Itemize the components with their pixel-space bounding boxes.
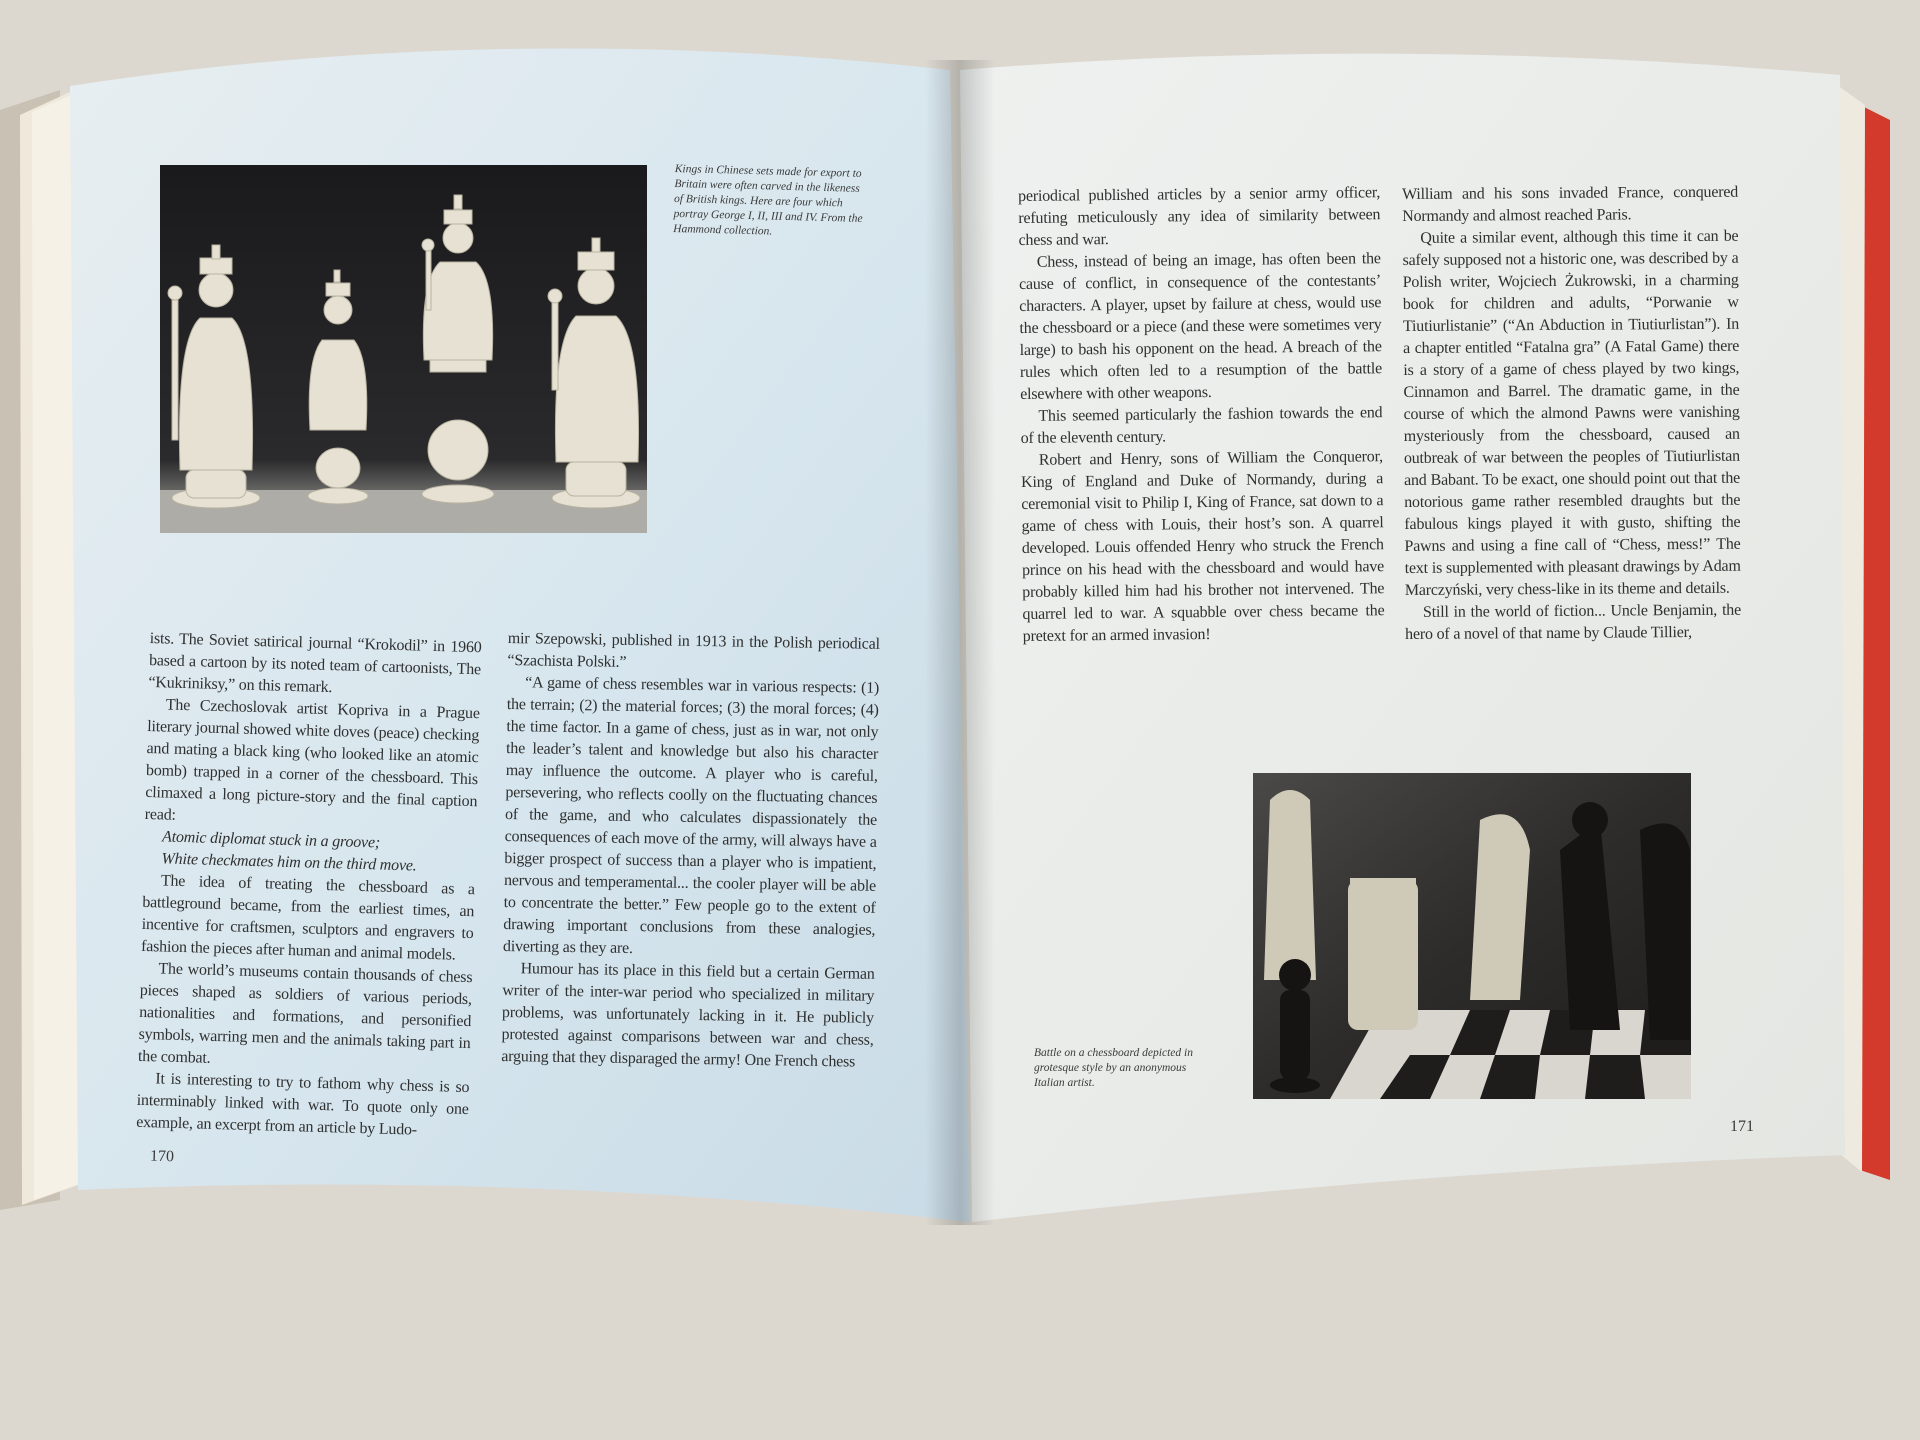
paragraph: This seemed particularly the fashion towards the end of the eleventh century.: [1020, 404, 1383, 447]
paragraph: The world’s museums contain thousands of chess pieces shaped as soldiers of various periods, nationalities and formations, and personified symbols, warring men and the animals taking part in the combat.: [137, 960, 473, 1067]
right-page-number: 171: [1730, 1118, 1754, 1135]
left-page-number: 170: [149, 1147, 175, 1166]
kings-photo-caption: Kings in Chinese sets made for export to Britain were often carved in the likeness of British kings. Here are four which portray George I, II, III and IV. From the Hammond collection.: [673, 162, 863, 238]
paragraph: The idea of treating the chessboard as a battleground became, from the earliest times, an incentive for craftsmen, sculptors and engravers to fashion the pieces after human and animal models.: [140, 872, 476, 964]
paragraph: Robert and Henry, sons of William the Conqueror, King of England and Duke of Normandy, during a ceremonial visit to Philip I, King of France, sat down to a game of chess with Louis, their host’s son. A quarrel developed. Louis offended Henry who struck the French prince on his head with the chessboard and would have probably killed him had his brother not intervened. The quarrel led to war. A squabble over chess became the pretext for an armed invasion!: [1021, 448, 1385, 645]
paragraph: Chess, instead of being an image, has often been the cause of conflict, in consequence of the contestants’ characters. A player, upset by failure at chess, would use the chessboard or a piece (and these were sometimes very large) to bash his opponent on the head. A breach of the rules which often led to a resumption of the battle elsewhere with other weapons.: [1018, 250, 1383, 403]
paragraph: mir Szepowski, published in 1913 in the Polish periodical “Szachista Polski.”: [507, 629, 880, 671]
battle-photo-caption: Battle on a chessboard depicted in grotesque style by an anonymous Italian artist.: [1034, 1047, 1193, 1089]
paragraph: periodical published articles by a senior army officer, refuting meticulously any idea of similarity between chess and war.: [1018, 184, 1381, 249]
chess-battle-photo: [1253, 773, 1691, 1099]
right-page-column-1: [1018, 182, 1385, 648]
paragraph: The Czechoslovak artist Kopriva in a Prague literary journal showed white doves (peace) checking and mating a black king (who looked like an atomic bomb) trapped in a corner of the chessboard. This climaxed a long picture-story and the final caption read:: [144, 696, 480, 824]
paragraph: Humour has its place in this field but a certain German writer of the inter-war period who specialized in military problems, was unfortunately lacking in it. He publicly protested against comparisons between war and chess, arguing that they disparaged the army! One French chess: [501, 960, 875, 1071]
italic-caption-line: Atomic diplomat stuck in a groove;: [161, 828, 381, 852]
right-page-column-2: [1402, 182, 1741, 646]
left-page-column-2: [501, 628, 880, 1074]
paragraph: ists. The Soviet satirical journal “Krokodil” in 1960 based a cartoon by its noted team of cartoonists, The “Kukriniksy,” on this remark.: [148, 629, 482, 697]
paragraph: “A game of chess resembles war in various respects: (1) the terrain; (2) the material forces; (3) the moral forces; (4) the time factor. In a game of chess, just as in war, not only the leader’s talent and knowledge but also his character may influence the outcome. A player who is careful, persevering, who reflects coolly on the fluctuating chances of the game, and who calculates dispassionately the consequences of each move of the army, will always have a bigger prospect of success than a player who is impatient, nervous and temperamental... the cooler player will be able to concentrate the better.” Few people go to the extent of drawing important conclusions from these analogies, diverting as they are.: [502, 674, 880, 957]
italic-caption-line: White checkmates him on the third move.: [161, 850, 417, 875]
paragraph: It is interesting to try to fathom why chess is so interminably linked with war. To quote only one example, an excerpt from an article by Ludo-: [135, 1070, 470, 1139]
paragraph: Quite a similar event, although this time it can be safely supposed not a historic one, was described by a Polish writer, Wojciech Żukrowski, in a charming book for children and adults, “Porwanie w Tiutiurlistanie” (“An Abduction in Tiutiurlistan”). In a chapter entitled “Fatalna gra” (A Fatal Game) there is a story of a game of chess played by two kings, Cinnamon and Barrel. The dramatic game, in the course of which the almond Pawns were vanishing mysteriously from the chessboard, caused an outbreak of war between the peoples of Tiutiurlistan and Babant. To be exact, one should point out that the notorious game rather resembled draughts but the fabulous kings played it with gusto, shifting the Pawns and using a fine call of “Chess, mess!” The text is supplemented with pleasant drawings by Adam Marczyński, very chess-like in its theme and details.: [1402, 227, 1741, 599]
paragraph: William and his sons invaded France, conquered Normandy and almost reached Paris.: [1402, 183, 1739, 225]
paragraph: Still in the world of fiction... Uncle Benjamin, the hero of a novel of that name by Claude Tillier,: [1405, 601, 1742, 643]
chess-kings-photo: [160, 165, 647, 533]
left-page-column-1: [136, 628, 482, 1143]
